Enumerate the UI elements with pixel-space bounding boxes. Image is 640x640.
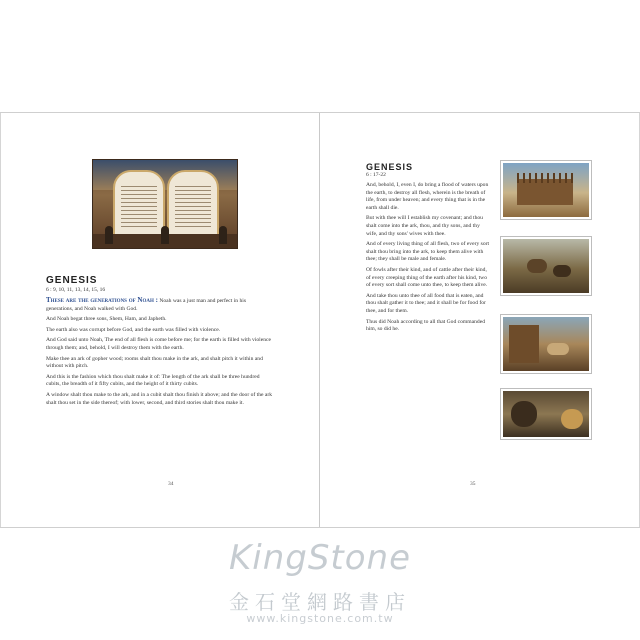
ark-building-image xyxy=(500,160,592,220)
spacer xyxy=(500,500,592,504)
tablet-right xyxy=(167,170,219,236)
left-page-heading: GENESIS xyxy=(46,275,98,286)
tablet-left xyxy=(113,170,165,236)
right-page-number: 35 xyxy=(470,481,476,487)
right-paragraph-3: And of every living thing of all flesh, two of every sort shalt thou bring into the ark, to keep them alive with thee; they shall be male and female. xyxy=(366,241,490,263)
right-paragraph-2: But with thee will I establish my covenant; and thou shalt come into the ark, thou, and thy sons, and thy wife, and thy sons' wives with thee. xyxy=(366,215,483,237)
watermark-chinese: 金石堂網路書店 xyxy=(229,590,411,614)
left-page-body xyxy=(46,297,274,410)
left-paragraph-5: Make thee an ark of gopher wood; rooms shalt thou make in the ark, and shalt pitch it within and without with pitch. xyxy=(46,355,263,370)
paragraph-text: Noah was a just man and perfect in his generations, and Noah walked with God. xyxy=(46,298,247,312)
right-paragraph-6: Thus did Noah according to all that God commanded him, so did he. xyxy=(366,318,485,333)
page-edge xyxy=(0,113,1,527)
illustration-figure xyxy=(219,226,227,244)
left-paragraph-1 xyxy=(46,297,274,313)
left-paragraph-7: A window shalt thou make to the ark, and in a cubit shalt thou finish it above; and the door of the ark shalt thou set in the side thereof; with lower, second, and third stories shalt thou make it. xyxy=(46,391,273,406)
left-page-number: 34 xyxy=(168,481,174,487)
left-paragraph-4: And God said unto Noah, The end of all flesh is come before me; for the earth is filled with violence through them; and, behold, I will destroy them with the earth. xyxy=(46,337,271,351)
left-paragraph-6: And this is the fashion which thou shalt make it of: The length of the ark shall be three hundred cubits, the breadth of it fifty cubits, and the height of it thirty cubits. xyxy=(46,373,260,388)
left-paragraph-2: And Noah begat three sons, Shem, Ham, and Japheth. xyxy=(46,316,167,323)
left-page xyxy=(0,113,319,527)
lead-in: These are the generations of Noah : xyxy=(46,296,158,304)
flood-animals-image xyxy=(500,388,592,440)
right-page-reference: 6 : 17-22 xyxy=(366,172,386,178)
right-page-body xyxy=(366,182,490,337)
animals-boarding-image xyxy=(500,314,592,374)
watermark-url: www.kingstone.com.tw xyxy=(246,612,394,625)
left-paragraph-3: The earth also was corrupt before God, and the earth was filled with violence. xyxy=(46,326,221,333)
right-page-heading: GENESIS xyxy=(366,162,414,172)
right-paragraph-1: And, behold, I, even I, do bring a flood of waters upon the earth, to destroy all flesh, wherein is the breath of life, from under heaven; and every thing that is in the earth shall die. xyxy=(366,182,489,211)
left-page-reference: 6 : 9, 10, 11, 13, 14, 15, 16 xyxy=(46,287,106,293)
right-paragraph-5: And take thou unto thee of all food that is eaten, and thou shalt gather it to thee; and it shall be for food for thee, and for them. xyxy=(366,292,486,314)
right-paragraph-4: Of fowls after their kind, and of cattle after their kind, of every creeping thing of the earth after his kind, two of every sort shall come unto thee, to keep them alive. xyxy=(366,266,488,289)
illustration-figure xyxy=(161,226,169,244)
watermark-logo: KingStone xyxy=(228,538,412,578)
tablets-illustration xyxy=(92,159,238,249)
animals-gathering-image xyxy=(500,236,592,296)
illustration-figure xyxy=(105,226,113,244)
